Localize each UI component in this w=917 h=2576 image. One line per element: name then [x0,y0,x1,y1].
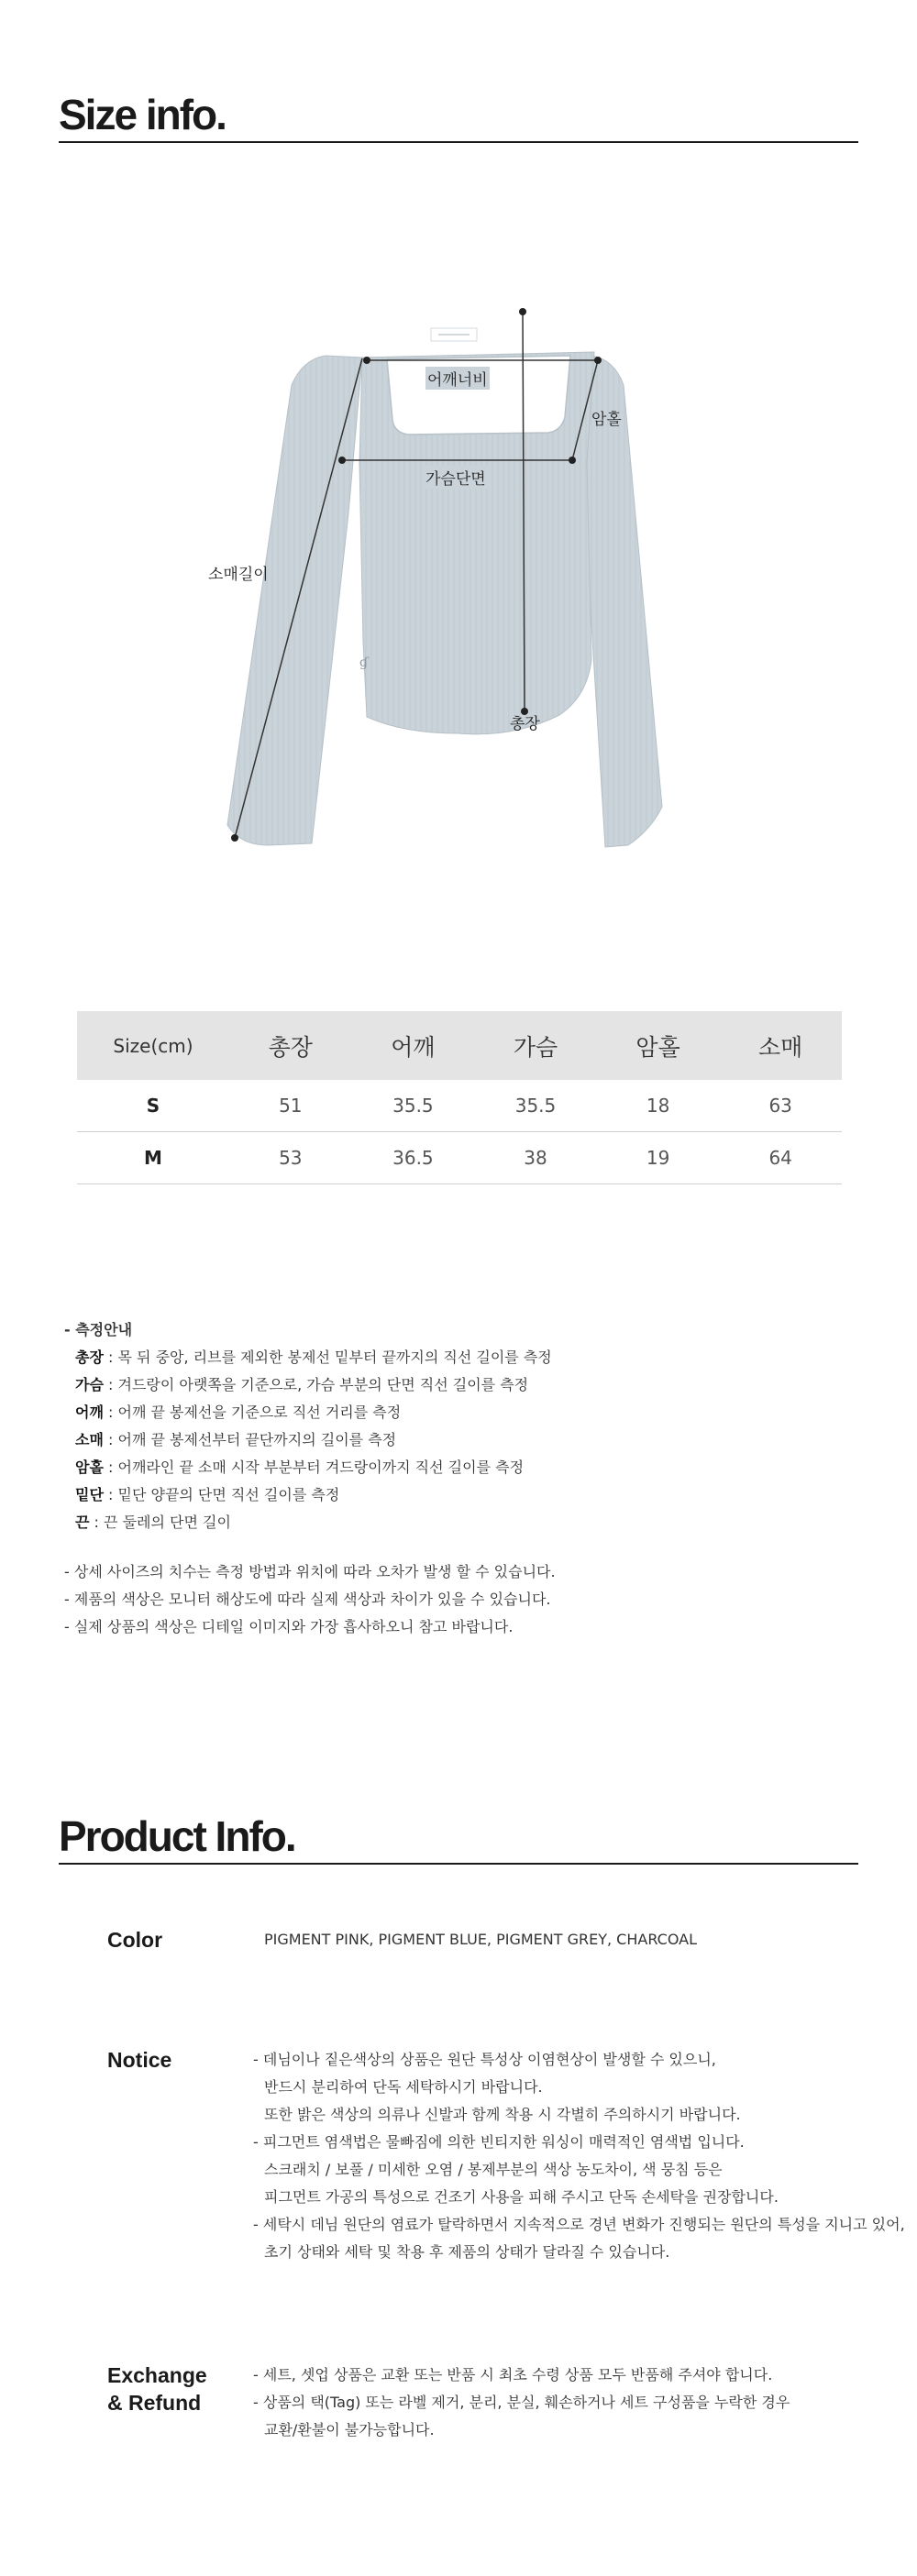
guide-item: 총장 : 목 뒤 중앙, 리브를 제외한 봉제선 밑부터 끝까지의 직선 길이를 측정 [75,1349,552,1366]
cell: 53 [229,1132,352,1184]
exchange-text [253,2361,790,2444]
notice-line: - 세탁시 데님 원단의 염료가 탈락하면서 지속적으로 경년 변화가 진행되는 원단의 특성을 지니고 있어, [253,2216,905,2233]
label-length: 총장 [510,715,540,733]
header-chest: 가슴 [474,1011,597,1080]
label-chest: 가슴단면 [424,466,488,489]
exchange-line: 교환/환불이 불가능합니다. [264,2421,435,2438]
cell: 35.5 [474,1080,597,1132]
header-armhole: 암홀 [597,1011,720,1080]
guide-item: 암홀 : 어깨라인 끝 소매 시작 부분부터 겨드랑이까지 직선 길이를 측정 [75,1459,525,1476]
notice-line: 반드시 분리하여 단독 세탁하시기 바랍니다. [264,2078,543,2096]
table-row [77,1132,842,1184]
exchange-label: Exchange & Refund [107,2363,207,2415]
notice-line: 또한 밝은 색상의 의류나 신발과 함께 착용 시 각별히 주의하시기 바랍니다. [264,2106,741,2123]
product-info-title: Product Info. [59,1812,295,1860]
cell: 51 [229,1080,352,1132]
label-sleeve: 소매길이 [208,566,269,584]
size-info-title: Size info. [59,91,226,138]
notice-line: 스크래치 / 보풀 / 미세한 오염 / 봉제부분의 색상 농도차이, 색 뭉침 등은 [264,2161,723,2178]
left-sleeve [227,356,362,845]
color-label: Color [107,1928,163,1952]
header-size: Size(cm) [77,1011,229,1080]
notice-line: - 데님이나 짙은색상의 상품은 원단 특성상 이염현상이 발생할 수 있으니, [253,2051,716,2068]
guide-item: 소매 : 어깨 끝 봉제선부터 끝단까지의 길이를 측정 [75,1431,397,1448]
notice-line: 피그먼트 가공의 특성으로 건조기 사용을 피해 주시고 단독 손세탁을 권장합니다. [264,2188,779,2206]
cell: 36.5 [352,1132,475,1184]
guide-item: 밑단 : 밑단 양끝의 단면 직선 길이를 측정 [75,1486,340,1503]
size-table [77,1011,842,1184]
guide-item: 가슴 : 겨드랑이 아랫쪽을 기준으로, 가슴 부분의 단면 직선 길이를 측정 [75,1376,529,1393]
garment-diagram [0,275,917,871]
cell: 35.5 [352,1080,475,1132]
exchange-line: - 세트, 셋업 상품은 교환 또는 반품 시 최초 수령 상품 모두 반품해 주셔야 합니다. [253,2366,773,2383]
measurement-guide [64,1316,871,1641]
notice-label: Notice [107,2048,172,2072]
table-row [77,1080,842,1132]
embroidery-logo: ɠ [359,655,369,670]
notice-line: 초기 상태와 세탁 및 착용 후 제품의 상태가 달라질 수 있습니다. [264,2243,670,2261]
size-table-header [77,1011,842,1080]
guide-note: - 실제 상품의 색상은 디테일 이미지와 가장 흡사하오니 참고 바랍니다. [64,1618,514,1635]
guide-note: - 상세 사이즈의 치수는 측정 방법과 위치에 따라 오차가 발생 할 수 있습니다. [64,1563,556,1580]
guide-note: - 제품의 색상은 모니터 해상도에 따라 실제 색상과 차이가 있을 수 있습니다. [64,1591,551,1608]
color-value: PIGMENT PINK, PIGMENT BLUE, PIGMENT GREY, CHARCOAL [264,1931,697,1948]
row-size: S [77,1080,229,1132]
guide-heading: - 측정안내 [64,1321,133,1338]
notice-line: - 피그먼트 염색법은 물빠짐에 의한 빈티지한 워싱이 매력적인 염색법 입니다. [253,2133,745,2151]
header-shoulder: 어깨 [352,1011,475,1080]
guide-item: 끈 : 끈 둘레의 단면 길이 [75,1514,231,1531]
cell: 63 [719,1080,842,1132]
notice-text [253,2046,905,2266]
label-armhole: 암홀 [591,411,622,429]
label-shoulder: 어깨너비 [425,367,490,390]
header-length: 총장 [229,1011,352,1080]
cell: 64 [719,1132,842,1184]
guide-item: 어깨 : 어깨 끝 봉제선을 기준으로 직선 거리를 측정 [75,1404,402,1421]
header-sleeve: 소매 [719,1011,842,1080]
cell: 38 [474,1132,597,1184]
row-size: M [77,1132,229,1184]
size-info-divider [59,141,858,143]
cell: 19 [597,1132,720,1184]
cell: 18 [597,1080,720,1132]
product-info-divider [59,1863,858,1865]
exchange-line: - 상품의 택(Tag) 또는 라벨 제거, 분리, 분실, 훼손하거나 세트 구성품을 누락한 경우 [253,2394,790,2411]
